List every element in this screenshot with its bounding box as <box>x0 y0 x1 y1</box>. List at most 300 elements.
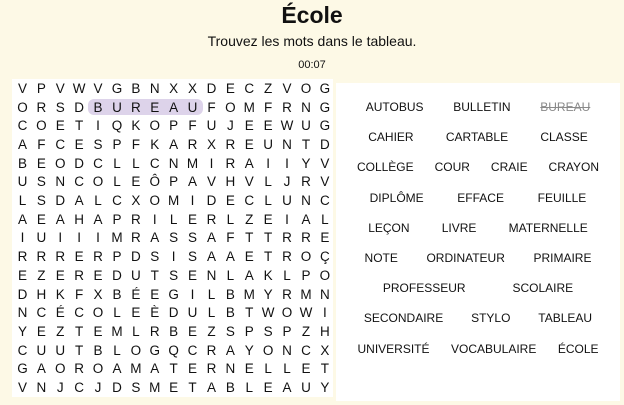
grid-cell[interactable]: M <box>149 380 161 396</box>
target-word: MATERNELLE <box>508 220 588 235</box>
grid-cell[interactable]: Y <box>263 286 273 302</box>
grid-cell[interactable]: A <box>244 267 254 283</box>
grid-cell[interactable]: Ô <box>149 174 160 190</box>
grid-cell[interactable]: R <box>282 230 292 246</box>
grid-cell[interactable]: Z <box>264 80 273 96</box>
grid-cell[interactable]: U <box>301 380 311 396</box>
grid-cell[interactable]: P <box>301 267 311 283</box>
grid-cell[interactable]: E <box>225 193 235 209</box>
target-word: CLASSE <box>540 130 588 145</box>
grid-cell[interactable]: N <box>301 99 311 115</box>
grid-cell[interactable]: P <box>169 174 179 190</box>
grid-cell[interactable]: P <box>36 80 46 96</box>
grid-cell[interactable]: F <box>226 230 235 246</box>
grid-cell[interactable]: N <box>282 136 292 152</box>
grid-cell[interactable]: V <box>17 80 27 96</box>
grid-cell[interactable]: E <box>225 80 235 96</box>
grid-cell[interactable]: D <box>112 380 122 396</box>
grid-cell[interactable]: A <box>206 380 216 396</box>
grid-cell[interactable]: D <box>112 267 122 283</box>
grid-cell[interactable]: F <box>37 136 46 152</box>
grid-cell[interactable]: C <box>244 80 255 96</box>
grid-cell[interactable]: I <box>96 118 100 134</box>
grid-cell[interactable]: N <box>55 174 66 190</box>
grid-cell[interactable]: L <box>207 286 216 302</box>
grid-cell[interactable]: N <box>225 361 236 377</box>
grid-cell[interactable]: U <box>187 99 198 115</box>
grid-cell[interactable]: W <box>280 118 294 134</box>
grid-cell[interactable]: L <box>321 211 329 227</box>
grid-cell[interactable]: T <box>264 249 273 265</box>
grid-cell[interactable]: Ç <box>319 249 330 265</box>
grid-cell[interactable]: E <box>74 249 84 265</box>
grid-cell[interactable]: M <box>300 286 312 302</box>
grid-cell[interactable]: O <box>319 267 331 283</box>
grid-cell[interactable]: B <box>131 80 141 96</box>
grid-cell[interactable]: N <box>319 286 330 302</box>
grid-cell[interactable]: T <box>150 267 159 283</box>
grid-cell[interactable]: T <box>301 136 311 152</box>
grid-cell[interactable]: S <box>169 267 179 283</box>
grid-cell[interactable]: S <box>93 136 103 152</box>
word-list-row <box>336 342 620 356</box>
grid-cell[interactable]: O <box>149 193 160 209</box>
target-word: TABLEAU <box>538 311 593 326</box>
grid-cell[interactable]: I <box>285 155 289 171</box>
grid-cell[interactable]: I <box>171 249 176 265</box>
grid-cell[interactable]: I <box>209 155 214 171</box>
grid-cell[interactable]: R <box>130 99 141 115</box>
grid-cell[interactable]: A <box>150 361 160 377</box>
grid-cell[interactable]: N <box>282 342 292 358</box>
grid-cell[interactable]: C <box>319 193 330 209</box>
grid-cell[interactable]: J <box>56 380 64 396</box>
grid-cell[interactable]: L <box>169 211 178 227</box>
grid-cell[interactable]: T <box>188 380 197 396</box>
grid-cell[interactable]: A <box>169 99 179 115</box>
grid-cell[interactable]: A <box>225 342 235 358</box>
word-list-row <box>336 130 620 144</box>
grid-cell[interactable]: X <box>131 193 141 209</box>
grid-cell[interactable]: G <box>168 286 179 302</box>
grid-cell[interactable]: H <box>225 174 236 190</box>
grid-cell[interactable]: C <box>301 342 311 358</box>
grid-cell[interactable]: T <box>320 361 329 377</box>
grid-cell[interactable]: W <box>299 305 313 321</box>
grid-cell[interactable]: A <box>55 211 65 227</box>
grid-cell[interactable]: Q <box>111 118 123 134</box>
grid-cell[interactable]: E <box>169 380 179 396</box>
grid-cell[interactable]: E <box>188 323 198 339</box>
grid-cell[interactable]: V <box>206 174 216 190</box>
grid-cell[interactable]: S <box>188 230 198 246</box>
grid-cell[interactable]: I <box>20 230 25 246</box>
grid-cell[interactable]: Z <box>301 323 311 339</box>
grid-cell[interactable]: C <box>36 305 47 321</box>
grid-cell[interactable]: E <box>263 380 273 396</box>
grid-cell[interactable]: R <box>225 155 236 171</box>
grid-cell[interactable]: X <box>206 136 216 152</box>
grid-cell[interactable]: N <box>206 267 217 283</box>
grid-cell[interactable]: K <box>263 267 273 283</box>
grid-cell[interactable]: O <box>54 361 66 377</box>
grid-cell[interactable]: S <box>36 174 46 190</box>
grid-cell[interactable]: M <box>186 155 199 171</box>
grid-cell[interactable]: R <box>282 99 292 115</box>
grid-cell[interactable]: G <box>17 361 28 377</box>
grid-cell[interactable]: V <box>17 380 27 396</box>
grid-cell[interactable]: O <box>17 99 28 115</box>
grid-cell[interactable]: V <box>320 155 330 171</box>
word-list-row <box>336 311 620 325</box>
grid-cell[interactable]: U <box>187 305 198 321</box>
grid-cell[interactable]: F <box>131 136 140 152</box>
grid-cell[interactable]: E <box>93 323 103 339</box>
grid-cell[interactable]: S <box>36 193 46 209</box>
grid-cell[interactable]: A <box>112 361 122 377</box>
grid-cell[interactable]: R <box>130 230 141 246</box>
grid-cell[interactable]: E <box>301 361 311 377</box>
grid-cell[interactable]: B <box>17 155 27 171</box>
grid-cell[interactable]: I <box>58 230 63 246</box>
grid-cell[interactable]: U <box>36 342 47 358</box>
grid-cell[interactable]: A <box>225 249 235 265</box>
grid-cell[interactable]: L <box>94 193 102 209</box>
grid-cell[interactable]: N <box>17 305 28 321</box>
grid-cell[interactable]: T <box>245 305 254 321</box>
grid-cell[interactable]: B <box>225 305 235 321</box>
grid-cell[interactable]: O <box>300 80 312 96</box>
grid-cell[interactable]: B <box>112 286 122 302</box>
word-list-row <box>336 160 620 174</box>
grid-cell[interactable]: E <box>150 99 160 115</box>
grid-cell[interactable]: V <box>320 174 330 190</box>
grid-cell[interactable]: C <box>93 155 103 171</box>
grid-cell[interactable]: R <box>74 361 84 377</box>
grid-cell[interactable]: A <box>93 211 103 227</box>
grid-cell[interactable]: E <box>244 136 254 152</box>
grid-cell[interactable]: W <box>72 80 86 96</box>
grid-cell[interactable]: P <box>112 136 122 152</box>
grid-cell[interactable]: O <box>54 155 66 171</box>
grid-cell[interactable]: O <box>149 118 160 134</box>
grid-cell[interactable]: C <box>187 342 198 358</box>
grid-cell[interactable]: B <box>225 380 235 396</box>
grid-cell[interactable]: E <box>55 118 65 134</box>
grid-cell[interactable]: R <box>130 211 141 227</box>
grid-cell[interactable]: D <box>130 249 141 265</box>
grid-cell[interactable]: X <box>188 80 198 96</box>
grid-cell[interactable]: O <box>92 361 104 377</box>
grid-cell[interactable]: H <box>36 286 47 302</box>
grid-cell[interactable]: A <box>206 249 216 265</box>
grid-cell[interactable]: U <box>36 230 47 246</box>
grid-cell[interactable]: H <box>74 211 84 227</box>
grid-cell[interactable]: N <box>168 155 179 171</box>
grid-cell[interactable]: K <box>55 286 65 302</box>
grid-cell[interactable]: U <box>55 342 66 358</box>
grid-cell[interactable]: R <box>36 99 47 115</box>
grid-cell[interactable]: Y <box>320 380 330 396</box>
grid-cell[interactable]: M <box>168 193 180 209</box>
grid-cell[interactable]: R <box>36 249 47 265</box>
grid-cell[interactable]: G <box>149 342 160 358</box>
grid-cell[interactable]: S <box>225 323 235 339</box>
grid-cell[interactable]: A <box>17 136 27 152</box>
grid-cell[interactable]: R <box>282 286 292 302</box>
grid-cell[interactable]: G <box>319 118 331 134</box>
grid-cell[interactable]: L <box>113 174 121 190</box>
grid-cell[interactable]: E <box>263 118 273 134</box>
grid-cell[interactable]: T <box>245 230 254 246</box>
grid-cell[interactable]: R <box>74 267 84 283</box>
grid-cell[interactable]: L <box>283 361 291 377</box>
grid-cell[interactable]: R <box>282 249 292 265</box>
grid-cell[interactable]: C <box>74 174 84 190</box>
grid-cell[interactable]: F <box>75 286 84 302</box>
grid-cell[interactable]: C <box>74 380 84 396</box>
grid-cell[interactable]: É <box>55 305 65 321</box>
grid-cell[interactable]: I <box>266 155 271 171</box>
grid-cell[interactable]: O <box>281 305 293 321</box>
grid-cell[interactable]: N <box>301 193 311 209</box>
letter-grid[interactable] <box>12 79 333 397</box>
grid-cell[interactable]: I <box>322 305 327 321</box>
grid-cell[interactable]: C <box>149 155 160 171</box>
grid-cell[interactable]: R <box>206 342 217 358</box>
grid-cell[interactable]: M <box>130 361 142 377</box>
grid-cell[interactable]: E <box>55 267 65 283</box>
grid-cell[interactable]: F <box>188 118 197 134</box>
grid-cell[interactable]: I <box>77 230 82 246</box>
grid-cell[interactable]: R <box>301 230 311 246</box>
grid-cell[interactable]: I <box>96 230 100 246</box>
grid-cell[interactable]: E <box>131 305 141 321</box>
grid-cell[interactable]: E <box>244 361 254 377</box>
grid-cell[interactable]: D <box>319 136 330 152</box>
grid-cell[interactable]: T <box>75 323 84 339</box>
grid-cell[interactable]: É <box>131 286 141 302</box>
grid-cell[interactable]: S <box>150 249 160 265</box>
grid-cell[interactable]: S <box>55 99 65 115</box>
grid-cell[interactable]: L <box>264 361 272 377</box>
grid-cell[interactable]: V <box>93 80 103 96</box>
grid-cell[interactable]: E <box>188 361 198 377</box>
grid-cell[interactable]: D <box>74 99 84 115</box>
grid-cell[interactable]: E <box>244 249 254 265</box>
grid-cell[interactable]: O <box>225 99 236 115</box>
grid-cell[interactable]: S <box>131 380 141 396</box>
grid-cell[interactable]: L <box>283 267 291 283</box>
grid-cell[interactable]: M <box>111 230 123 246</box>
grid-cell[interactable]: U <box>301 118 311 134</box>
grid-cell[interactable]: U <box>206 118 217 134</box>
grid-cell[interactable]: C <box>55 136 66 152</box>
grid-cell[interactable]: W <box>261 305 275 321</box>
grid-cell[interactable]: Q <box>168 342 179 358</box>
grid-cell[interactable]: E <box>36 211 46 227</box>
grid-cell[interactable]: Z <box>207 323 216 339</box>
grid-cell[interactable]: I <box>152 211 157 227</box>
grid-cell[interactable]: F <box>264 99 273 115</box>
grid-cell[interactable]: Z <box>56 323 65 339</box>
grid-cell[interactable]: S <box>169 230 179 246</box>
grid-cell[interactable]: P <box>282 323 292 339</box>
grid-cell[interactable]: L <box>132 323 140 339</box>
grid-cell[interactable]: O <box>262 342 274 358</box>
grid-cell[interactable]: T <box>75 118 84 134</box>
grid-cell[interactable]: M <box>111 323 123 339</box>
grid-cell[interactable]: E <box>320 230 330 246</box>
grid-cell[interactable]: U <box>263 136 273 152</box>
grid-cell[interactable]: N <box>149 80 160 96</box>
grid-cell[interactable]: A <box>74 193 84 209</box>
grid-cell[interactable]: M <box>243 286 255 302</box>
grid-cell[interactable]: R <box>206 361 217 377</box>
grid-cell[interactable]: S <box>188 249 198 265</box>
grid-cell[interactable]: L <box>226 211 235 227</box>
grid-cell[interactable]: L <box>113 342 121 358</box>
grid-cell[interactable]: I <box>190 286 195 302</box>
grid-cell[interactable]: I <box>190 193 195 209</box>
grid-cell[interactable]: D <box>168 305 179 321</box>
grid-cell[interactable]: P <box>112 249 122 265</box>
grid-cell[interactable]: L <box>226 267 235 283</box>
grid-cell[interactable]: A <box>150 230 160 246</box>
grid-cell[interactable]: R <box>206 211 217 227</box>
grid-cell[interactable]: E <box>36 323 46 339</box>
grid-cell[interactable]: V <box>244 174 254 190</box>
grid-cell[interactable]: O <box>300 249 312 265</box>
grid-cell[interactable]: E <box>131 174 141 190</box>
grid-cell[interactable]: V <box>282 80 292 96</box>
grid-cell[interactable]: R <box>225 136 236 152</box>
grid-cell[interactable]: P <box>169 118 179 134</box>
grid-cell[interactable]: C <box>74 305 84 321</box>
grid-cell[interactable]: B <box>93 99 103 115</box>
grid-cell[interactable]: R <box>55 249 66 265</box>
grid-cell[interactable]: D <box>206 80 217 96</box>
grid-cell[interactable]: B <box>169 323 179 339</box>
grid-cell[interactable]: L <box>264 174 272 190</box>
grid-cell[interactable]: E <box>150 286 160 302</box>
grid-cell[interactable]: L <box>113 305 121 321</box>
grid-cell[interactable]: O <box>92 305 104 321</box>
grid-cell[interactable]: C <box>244 193 255 209</box>
grid-cell[interactable]: D <box>17 286 28 302</box>
grid-cell[interactable]: D <box>55 193 66 209</box>
grid-cell[interactable]: A <box>36 361 46 377</box>
grid-cell[interactable]: E <box>17 267 27 283</box>
grid-cell[interactable]: C <box>17 342 28 358</box>
grid-cell[interactable]: X <box>169 80 179 96</box>
grid-cell[interactable]: A <box>17 211 27 227</box>
grid-cell[interactable]: E <box>188 267 198 283</box>
grid-cell[interactable]: V <box>55 80 65 96</box>
grid-cell[interactable]: D <box>206 193 217 209</box>
grid-cell[interactable]: C <box>17 118 28 134</box>
grid-cell[interactable]: E <box>188 211 198 227</box>
grid-cell[interactable]: S <box>263 323 273 339</box>
grid-cell[interactable]: M <box>243 99 255 115</box>
grid-cell[interactable]: E <box>263 211 273 227</box>
grid-cell[interactable]: L <box>113 155 121 171</box>
grid-cell[interactable]: T <box>75 342 84 358</box>
grid-cell[interactable]: È <box>150 305 160 321</box>
grid-cell[interactable]: T <box>264 230 273 246</box>
grid-cell[interactable]: J <box>94 380 102 396</box>
grid-cell[interactable]: Y <box>244 342 254 358</box>
grid-cell[interactable]: E <box>74 136 84 152</box>
grid-cell[interactable]: O <box>36 118 47 134</box>
word-list-row <box>336 221 620 235</box>
grid-cell[interactable]: A <box>301 211 311 227</box>
grid-cell[interactable]: L <box>245 380 253 396</box>
grid-cell[interactable]: H <box>319 323 330 339</box>
grid-cell[interactable]: A <box>244 155 254 171</box>
grid-cell[interactable]: D <box>74 155 84 171</box>
grid-cell[interactable]: Z <box>245 211 254 227</box>
grid-cell[interactable]: X <box>320 342 330 358</box>
grid-cell[interactable]: R <box>149 323 160 339</box>
grid-cell[interactable]: E <box>36 155 46 171</box>
grid-cell[interactable]: A <box>188 174 198 190</box>
grid-cell[interactable]: R <box>93 249 103 265</box>
grid-cell[interactable]: O <box>92 174 104 190</box>
grid-cell[interactable]: Z <box>37 267 46 283</box>
grid-cell[interactable]: K <box>131 118 141 134</box>
grid-cell[interactable]: P <box>244 323 254 339</box>
grid-cell[interactable]: L <box>132 155 140 171</box>
grid-cell[interactable]: A <box>282 380 292 396</box>
grid-cell[interactable]: A <box>169 136 179 152</box>
target-word: BULLETIN <box>453 100 511 114</box>
grid-cell[interactable]: Y <box>17 323 27 339</box>
grid-cell[interactable]: C <box>112 193 122 209</box>
grid-cell[interactable]: L <box>264 193 272 209</box>
grid-cell[interactable]: K <box>150 136 160 152</box>
grid-cell[interactable]: G <box>111 80 123 96</box>
grid-cell[interactable]: T <box>169 361 178 377</box>
grid-cell[interactable]: B <box>93 342 103 358</box>
grid-cell[interactable]: L <box>207 305 216 321</box>
grid-cell[interactable]: U <box>17 174 28 190</box>
grid-cell[interactable]: N <box>36 380 47 396</box>
grid-cell[interactable]: R <box>17 249 28 265</box>
grid-cell[interactable]: U <box>130 267 141 283</box>
grid-cell[interactable]: U <box>112 99 122 115</box>
grid-cell[interactable]: F <box>207 99 216 115</box>
grid-cell[interactable]: P <box>112 211 122 227</box>
grid-cell[interactable]: I <box>285 211 289 227</box>
grid-cell[interactable]: O <box>130 342 142 358</box>
grid-cell[interactable]: L <box>18 193 27 209</box>
grid-cell[interactable]: R <box>301 174 311 190</box>
grid-cell[interactable]: R <box>187 136 198 152</box>
grid-cell[interactable]: J <box>283 174 291 190</box>
grid-cell[interactable]: A <box>206 230 216 246</box>
grid-cell[interactable]: U <box>282 193 292 209</box>
grid-cell[interactable]: X <box>93 286 103 302</box>
grid-cell[interactable]: Y <box>301 155 311 171</box>
word-list-row <box>336 281 620 295</box>
grid-cell[interactable]: G <box>319 80 331 96</box>
grid-cell[interactable]: E <box>244 118 254 134</box>
grid-cell[interactable]: E <box>93 267 103 283</box>
grid-cell[interactable]: J <box>226 118 234 134</box>
grid-cell[interactable]: G <box>319 99 331 115</box>
grid-cell[interactable]: B <box>225 286 235 302</box>
